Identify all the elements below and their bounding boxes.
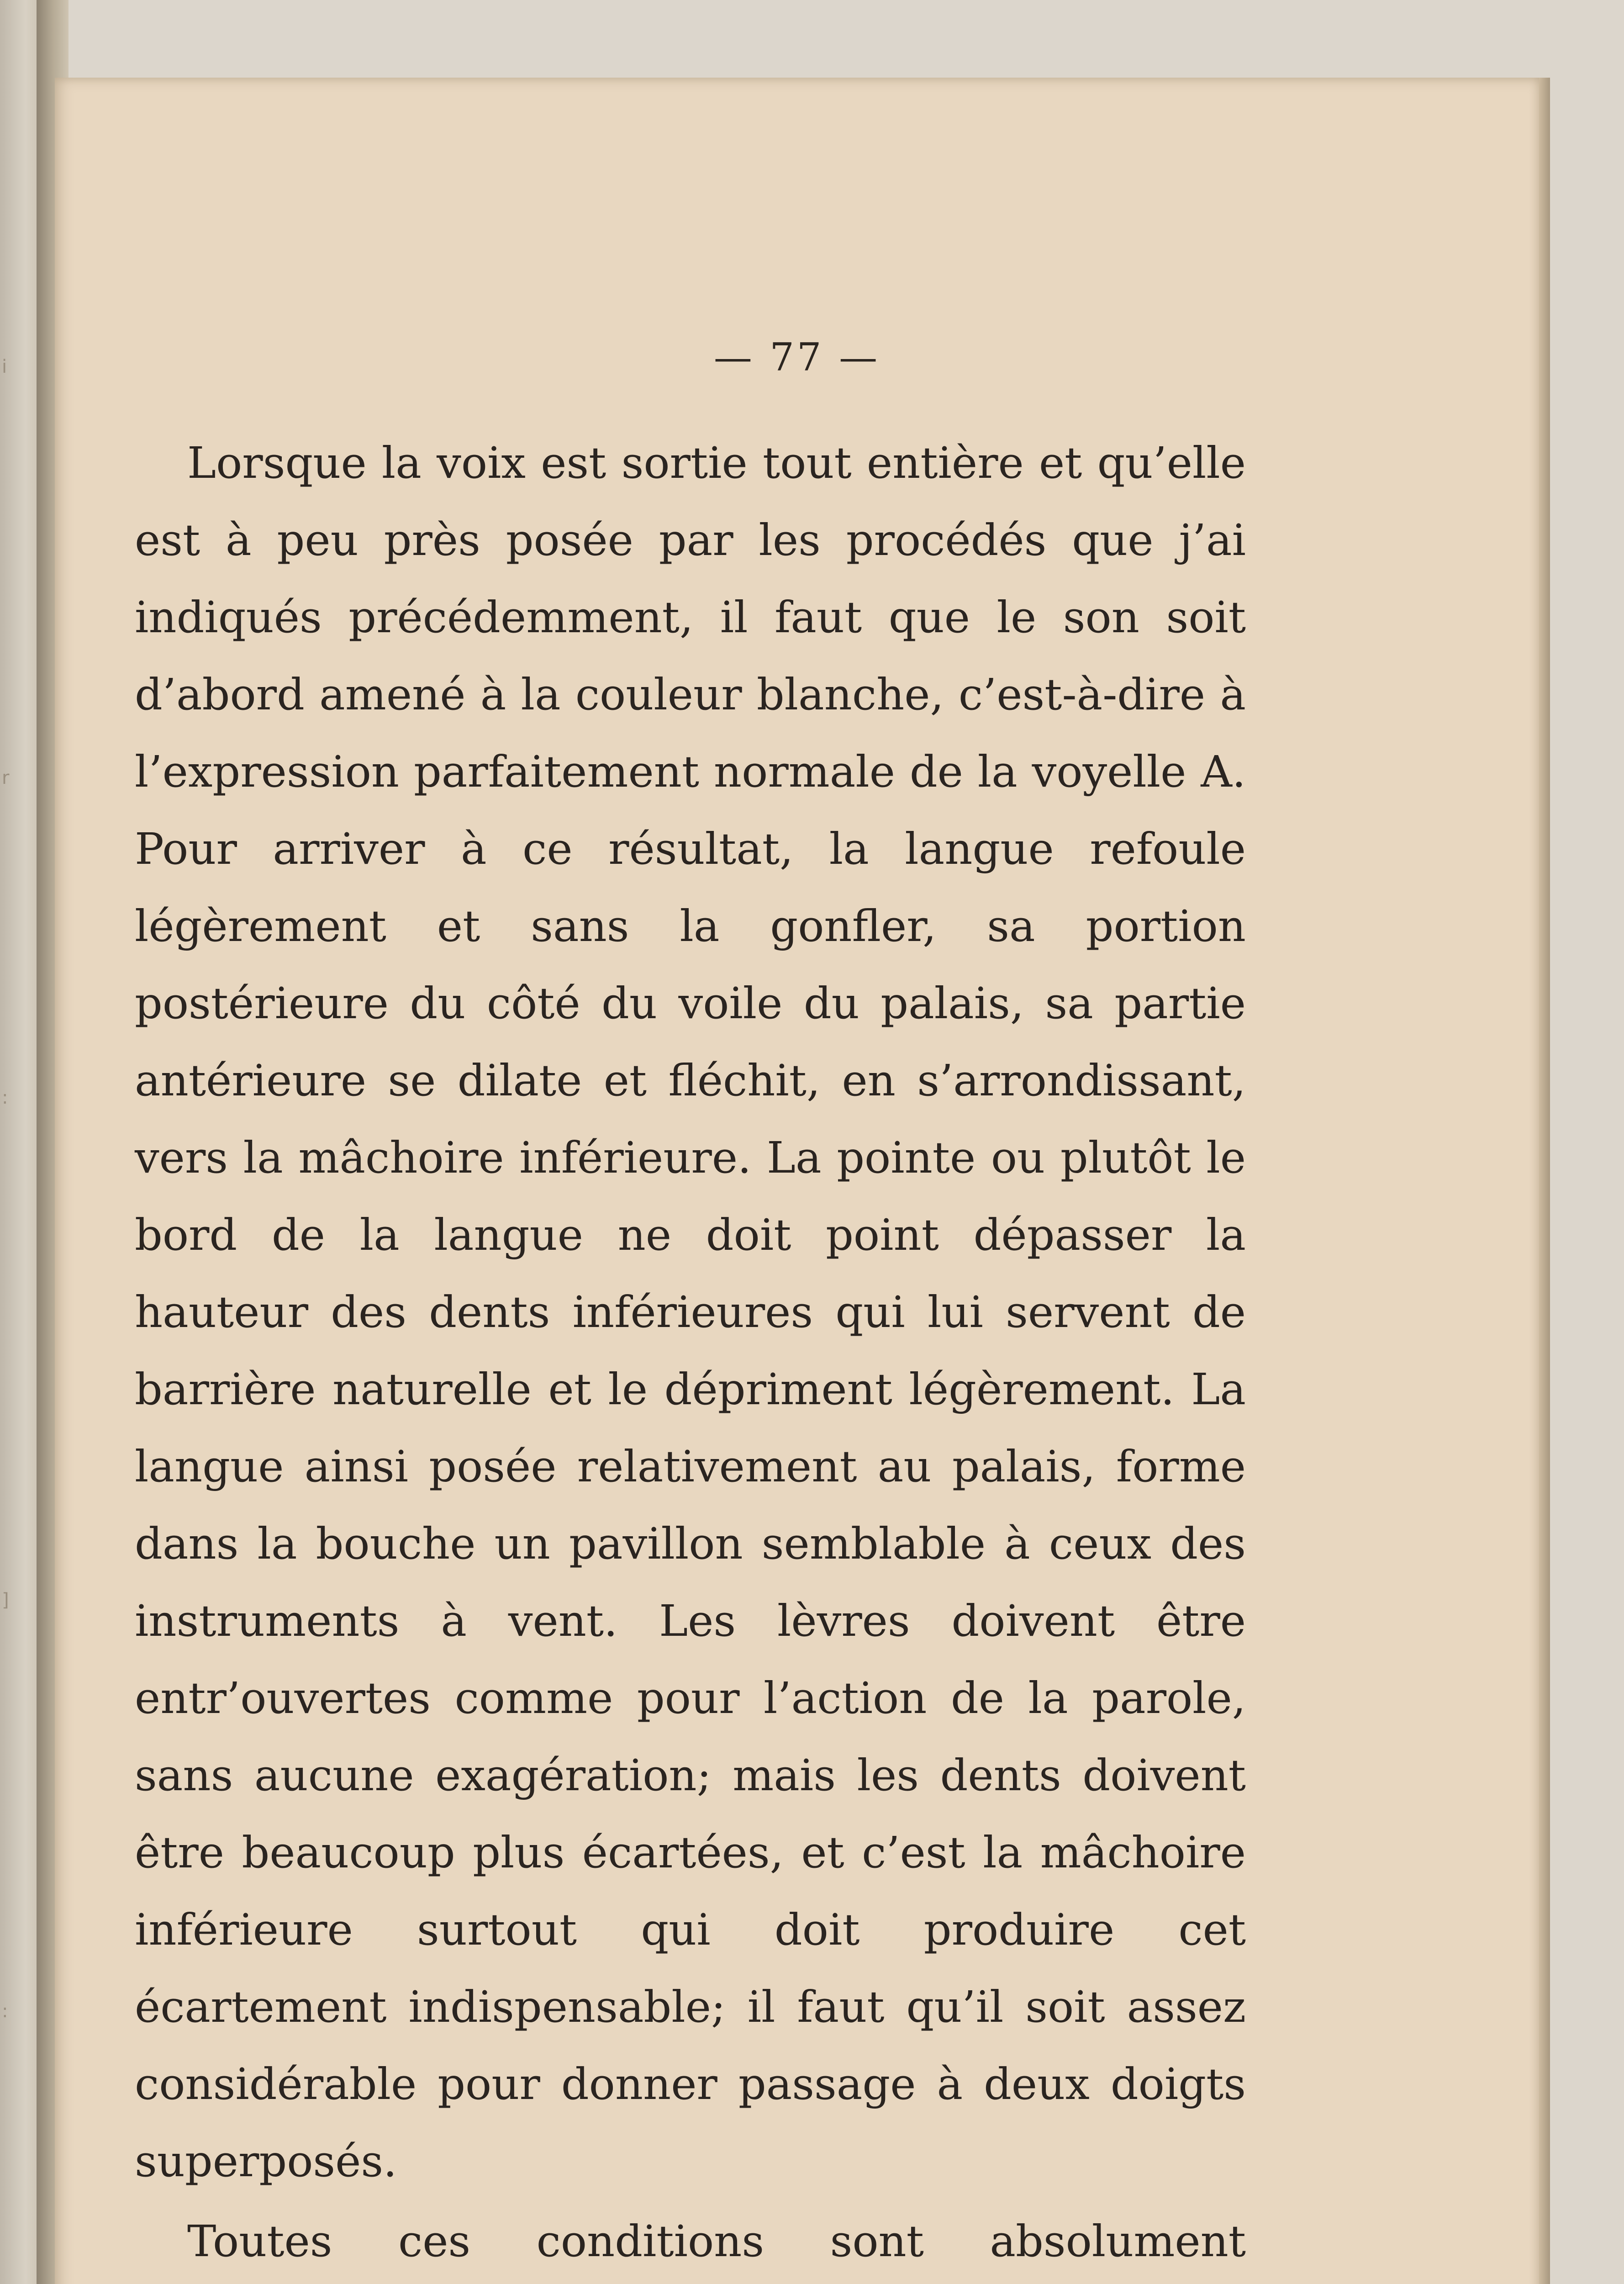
- paragraph-1: Lorsque la voix est sortie tout entière et qu’elle est à peu près posée par les procédés que j’ai indiqués précédemment, il faut que le son soit d’abord amené à la couleur blanche, c’est-à-dire à l’expression parfaitement normale de la voyelle A. Pour arriver à ce résultat, la langue refoule légèrement et sans la gonfler, sa portion postérieure du côté du voile du palais, sa partie antérieure se dilate et fléchit, en s’arrondissant, vers la mâchoire inférieure. La pointe ou plutôt le bord de la langue ne doit point dépasser la hauteur des dents inférieures qui lui servent de barrière naturelle et le dépriment légèrement. La langue ainsi posée relativement au palais, forme dans la bouche un pavillon semblable à ceux des instruments à vent. Les lèvres doivent être entr’ouvertes comme pour l’action de la parole, sans aucune exagération; mais les dents doivent être beaucoup plus écartées, et c’est la mâchoire inférieure surtout qui doit produire cet écartement indispensable; il faut qu’il soit assez considérable pour donner passage à deux doigts superposés.: [135, 438, 1246, 2187]
- page-number-header: — 77 —: [713, 335, 881, 380]
- gutter-marks: i r : ] :: [2, 356, 10, 2022]
- body-text: [135, 425, 1246, 2284]
- page-fore-edge: [1539, 78, 1550, 2284]
- paragraph-2: Toutes ces conditions sont absolument: [187, 2216, 1246, 2267]
- book-page: [55, 78, 1539, 2284]
